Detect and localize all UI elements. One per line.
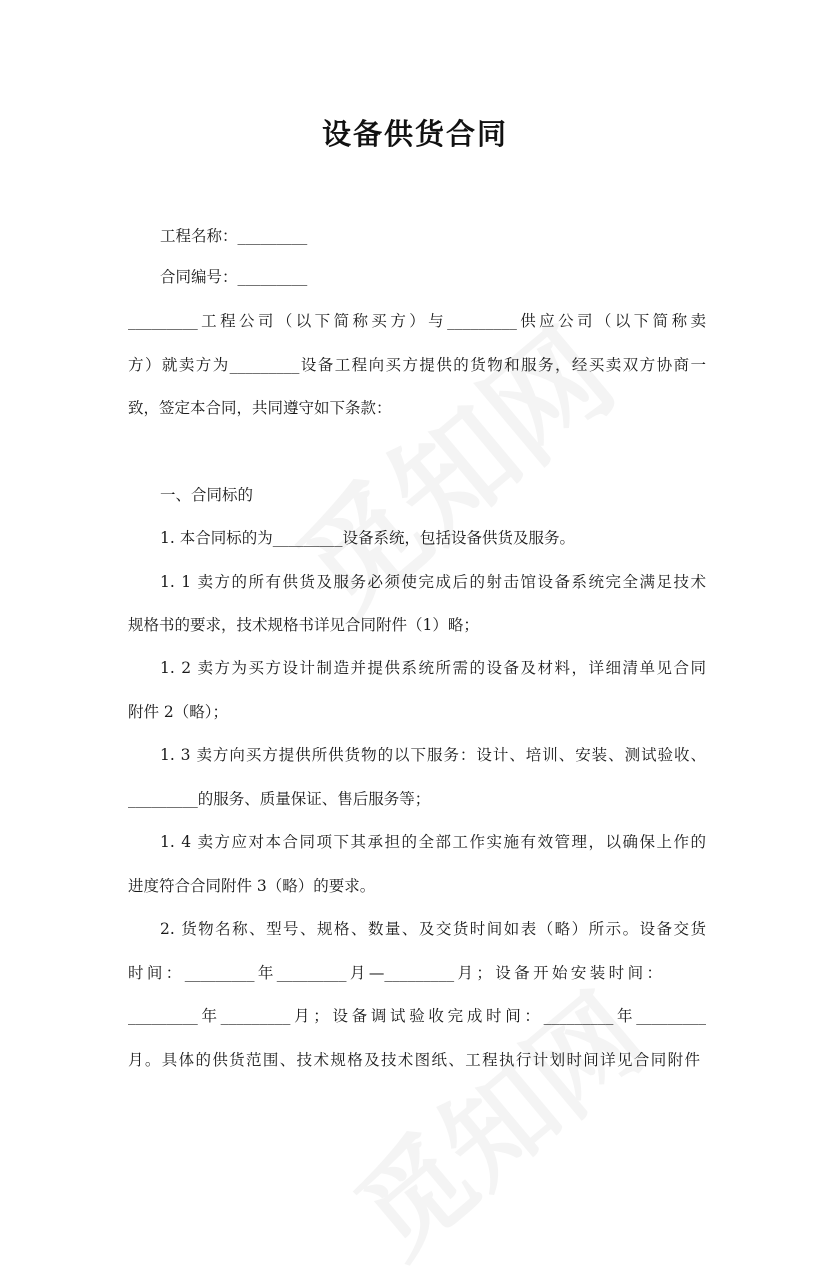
clause-line: 附件 2（略）； xyxy=(128,703,229,721)
clause-line: 1. 2 卖方为买方设计制造并提供系统所需的设备及材料，详细清单见合同 xyxy=(160,659,706,677)
paragraph-line: _________工程公司（以下简称买方）与_________供应公司（以下简称卖 xyxy=(128,312,706,330)
project-name-line: 工程名称：_________ xyxy=(160,227,308,245)
paragraph-line: 致，签定本合同，共同遵守如下条款： xyxy=(128,399,392,417)
clause-line: 1. 4 卖方应对本合同项下其承担的全部工作实施有效管理，以确保上作的 xyxy=(160,833,706,851)
clause-line: 1. 3 卖方向买方提供所供货物的以下服务：设计、培训、安装、测试验收、 xyxy=(160,746,706,764)
section-heading: 一、合同标的 xyxy=(160,486,254,504)
clause-line: 时间：_________年_________月—_________月；设备开始安装时间： xyxy=(128,964,662,982)
document-title: 设备供货合同 xyxy=(321,117,508,151)
clause-line: _________年_________月；设备调试验收完成时间：_________年_________ xyxy=(128,1007,706,1025)
clause-line: 1. 本合同标的为_________设备系统，包括设备供货及服务。 xyxy=(160,529,575,547)
paragraph-line: 方）就卖方为_________设备工程向买方提供的货物和服务，经买卖双方协商一 xyxy=(128,356,706,374)
clause-line: _________的服务、质量保证、售后服务等； xyxy=(128,790,431,808)
clause-line: 进度符合合同附件 3（略）的要求。 xyxy=(128,877,376,895)
clause-line: 规格书的要求，技术规格书详见合同附件（1）略； xyxy=(128,616,479,634)
clause-line: 1. 1 卖方的所有供货及服务必须使完成后的射击馆设备系统完全满足技术 xyxy=(160,573,706,591)
contract-number-line: 合同编号：_________ xyxy=(160,268,308,286)
watermark xyxy=(318,952,672,1285)
clause-line: 2. 货物名称、型号、规格、数量、及交货时间如表（略）所示。设备交货 xyxy=(160,920,706,938)
clause-line: 月。具体的供货范围、技术规格及技术图纸、工程执行计划时间详见合同附件 xyxy=(128,1051,700,1069)
watermark xyxy=(257,284,643,647)
